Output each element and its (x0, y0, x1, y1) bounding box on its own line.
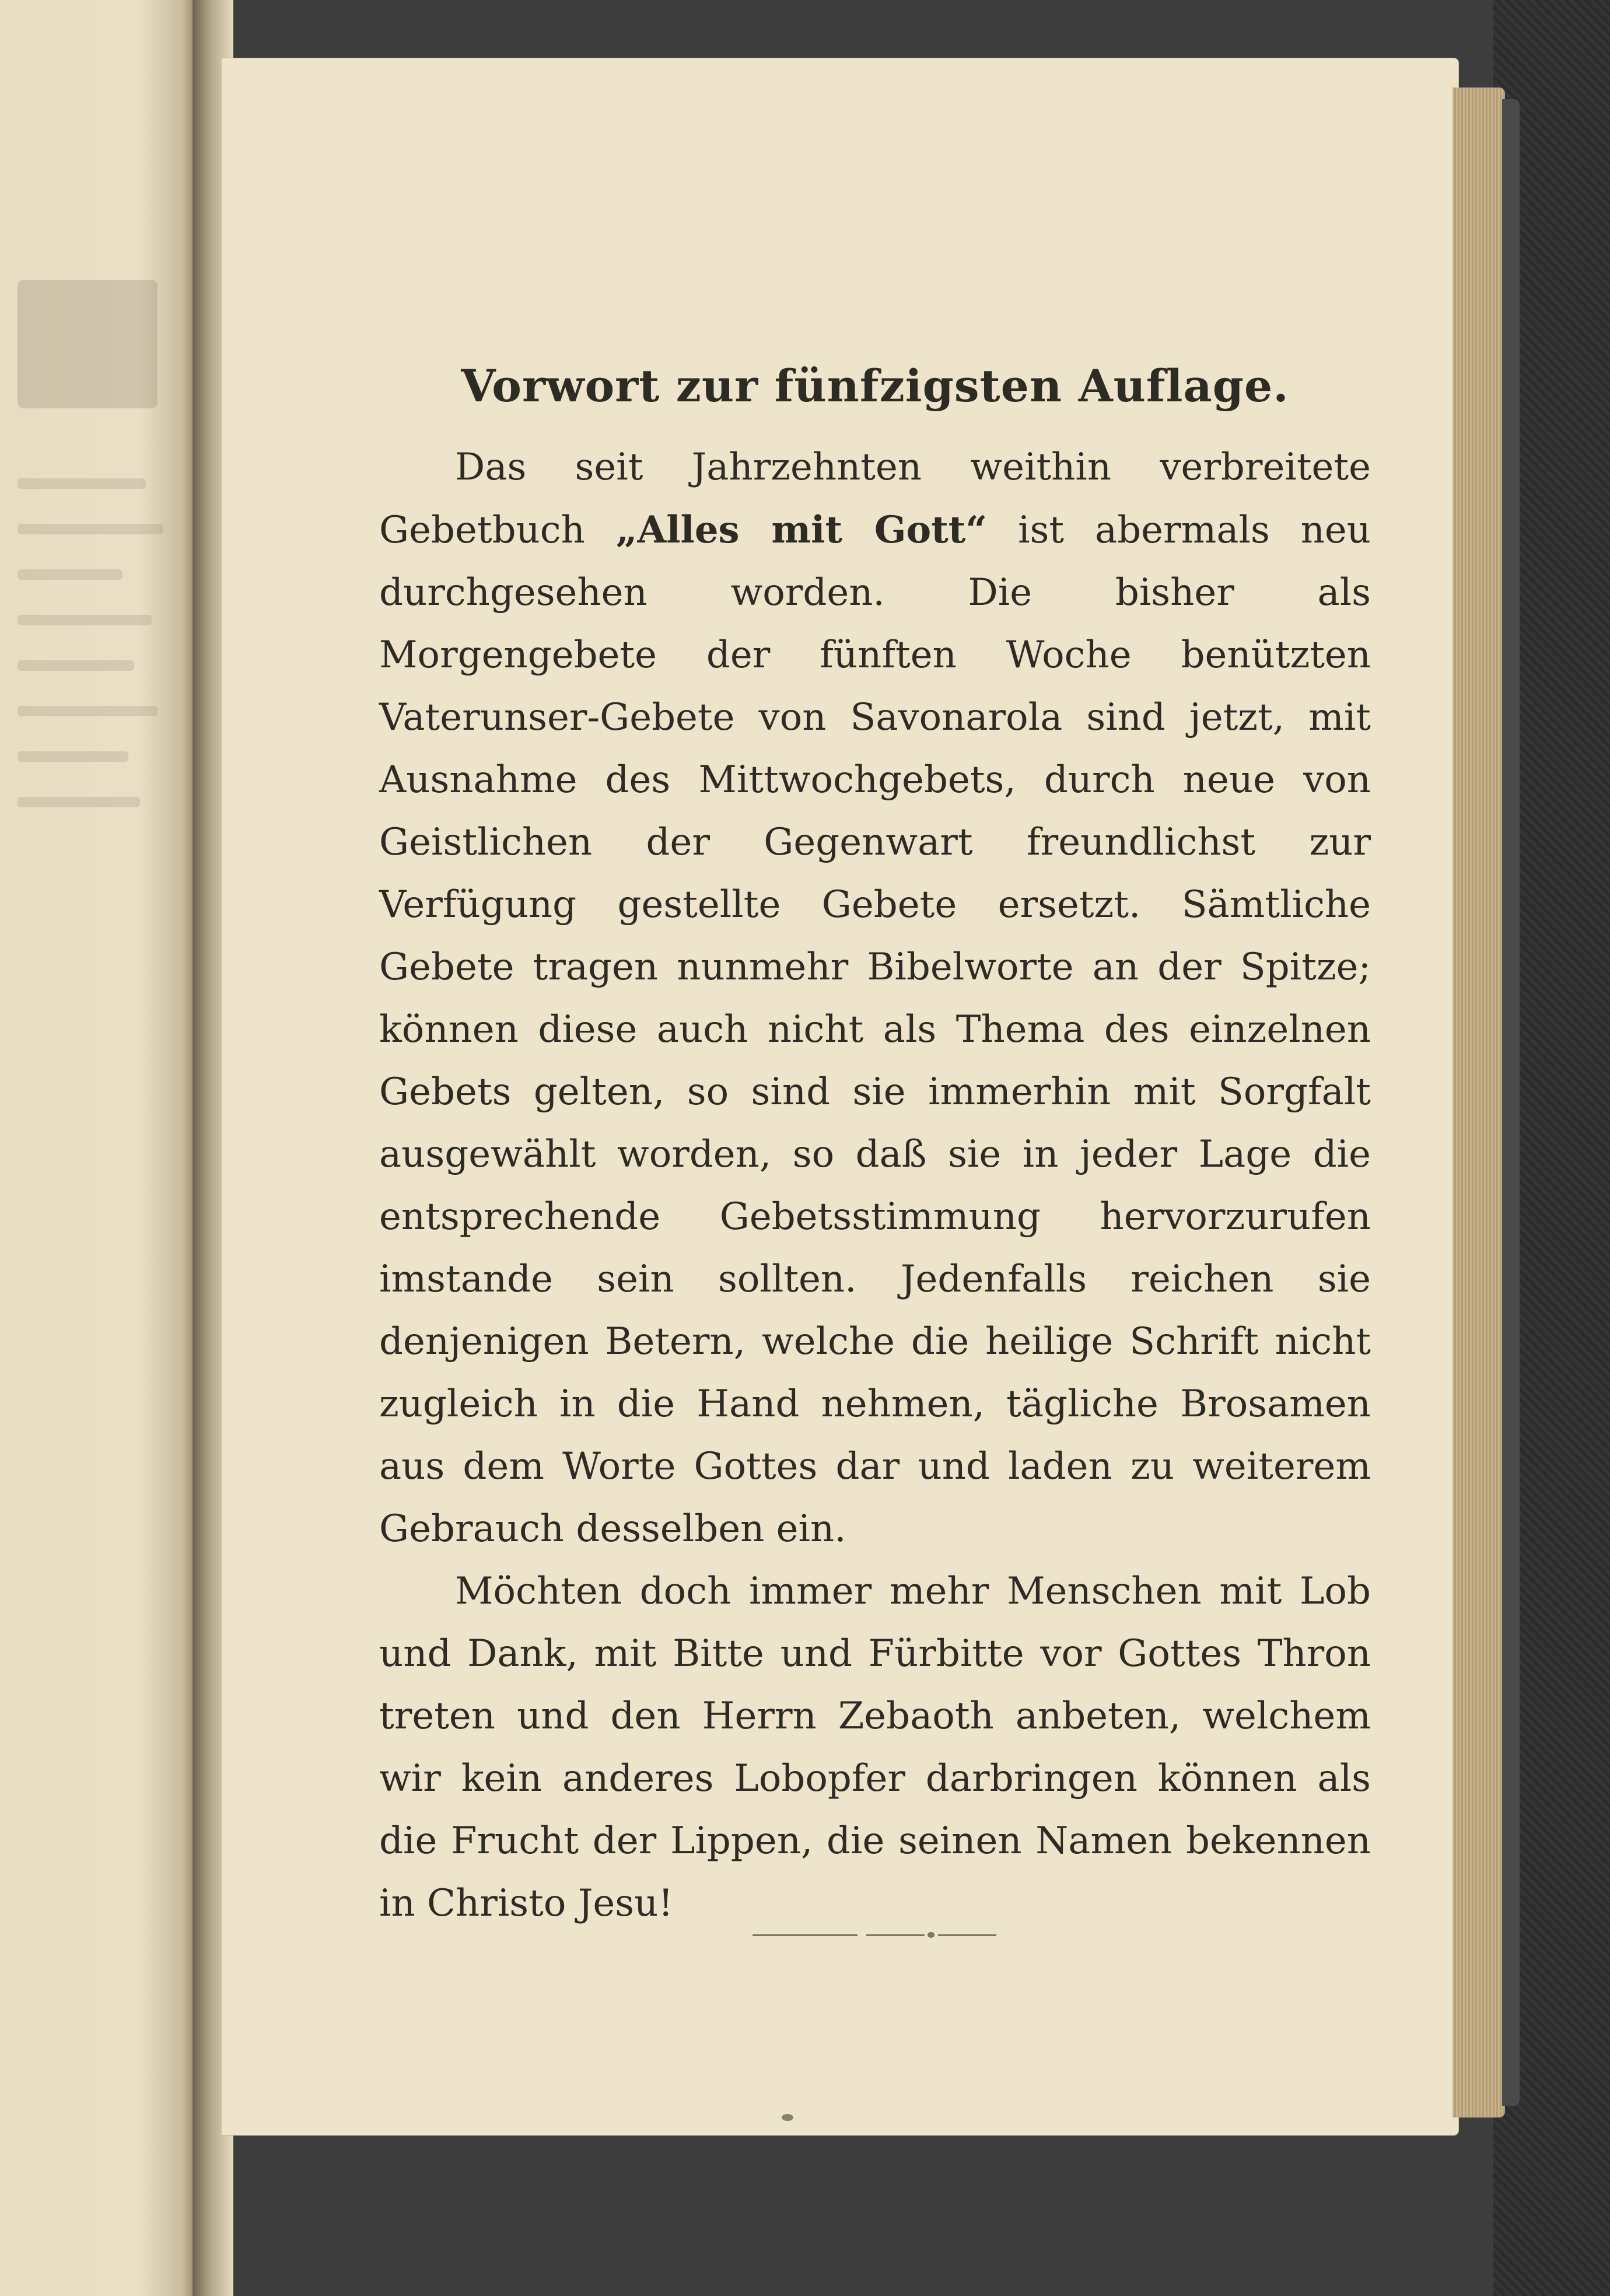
paragraph-2 (379, 1560, 1371, 1935)
book-title-quote: „Alles mit Gott“ (615, 508, 988, 552)
page-text-block (379, 362, 1371, 1935)
page-heading: Vorwort zur fünfzigsten Auflage. (461, 360, 1289, 412)
paragraph-1-rest: ist abermals neu durchgesehen worden. Die bisher als Morgengebete der fünften Woche benützten Vaterunser-Gebete von Savonarola sind jetzt, mit Ausnahme des Mittwochgebets, durch neue von Geistlichen der Gegenwart freundlichst zur Verfügung gestellte Gebete ersetzt. Sämtliche Gebete tragen nunmehr Bibelworte an der Spitze; können diese auch nicht als Thema des einzelnen Gebets gelten, so sind sie immerhin mit Sorgfalt ausgewählt worden, so daß sie in jeder Lage die entsprechende Gebetsstimmung hervorzurufen imstande sein sollten. Jedenfalls reichen sie denjenigen Betern, welche die heilige Schrift nicht zugleich in die Hand nehmen, tägliche Brosamen aus dem Worte Gottes dar und laden zu weiterem Gebrauch desselben ein. (379, 508, 1371, 1550)
rule-divider-icon (752, 1930, 998, 1941)
page-edges (1452, 88, 1505, 2118)
paragraph-1 (379, 436, 1371, 1560)
paragraph-1-start: Das seit Jahrzehnten weithin verbreitete Gebetbuch (379, 445, 1371, 552)
paper-speck (782, 2114, 793, 2121)
left-facing-page (0, 0, 198, 2296)
show-through-ghost-text (18, 280, 181, 1563)
book-cover-edge (1502, 99, 1520, 2106)
paragraph-2-text: Möchten doch immer mehr Menschen mit Lob und Dank, mit Bitte und Fürbitte vor Gottes Thron treten und den Herrn Zebaoth anbeten, welchem wir kein anderes Lobopfer darbringen können als die Frucht der Lippen, die seinen Namen bekennen in Christo Jesu! (379, 1569, 1371, 1925)
